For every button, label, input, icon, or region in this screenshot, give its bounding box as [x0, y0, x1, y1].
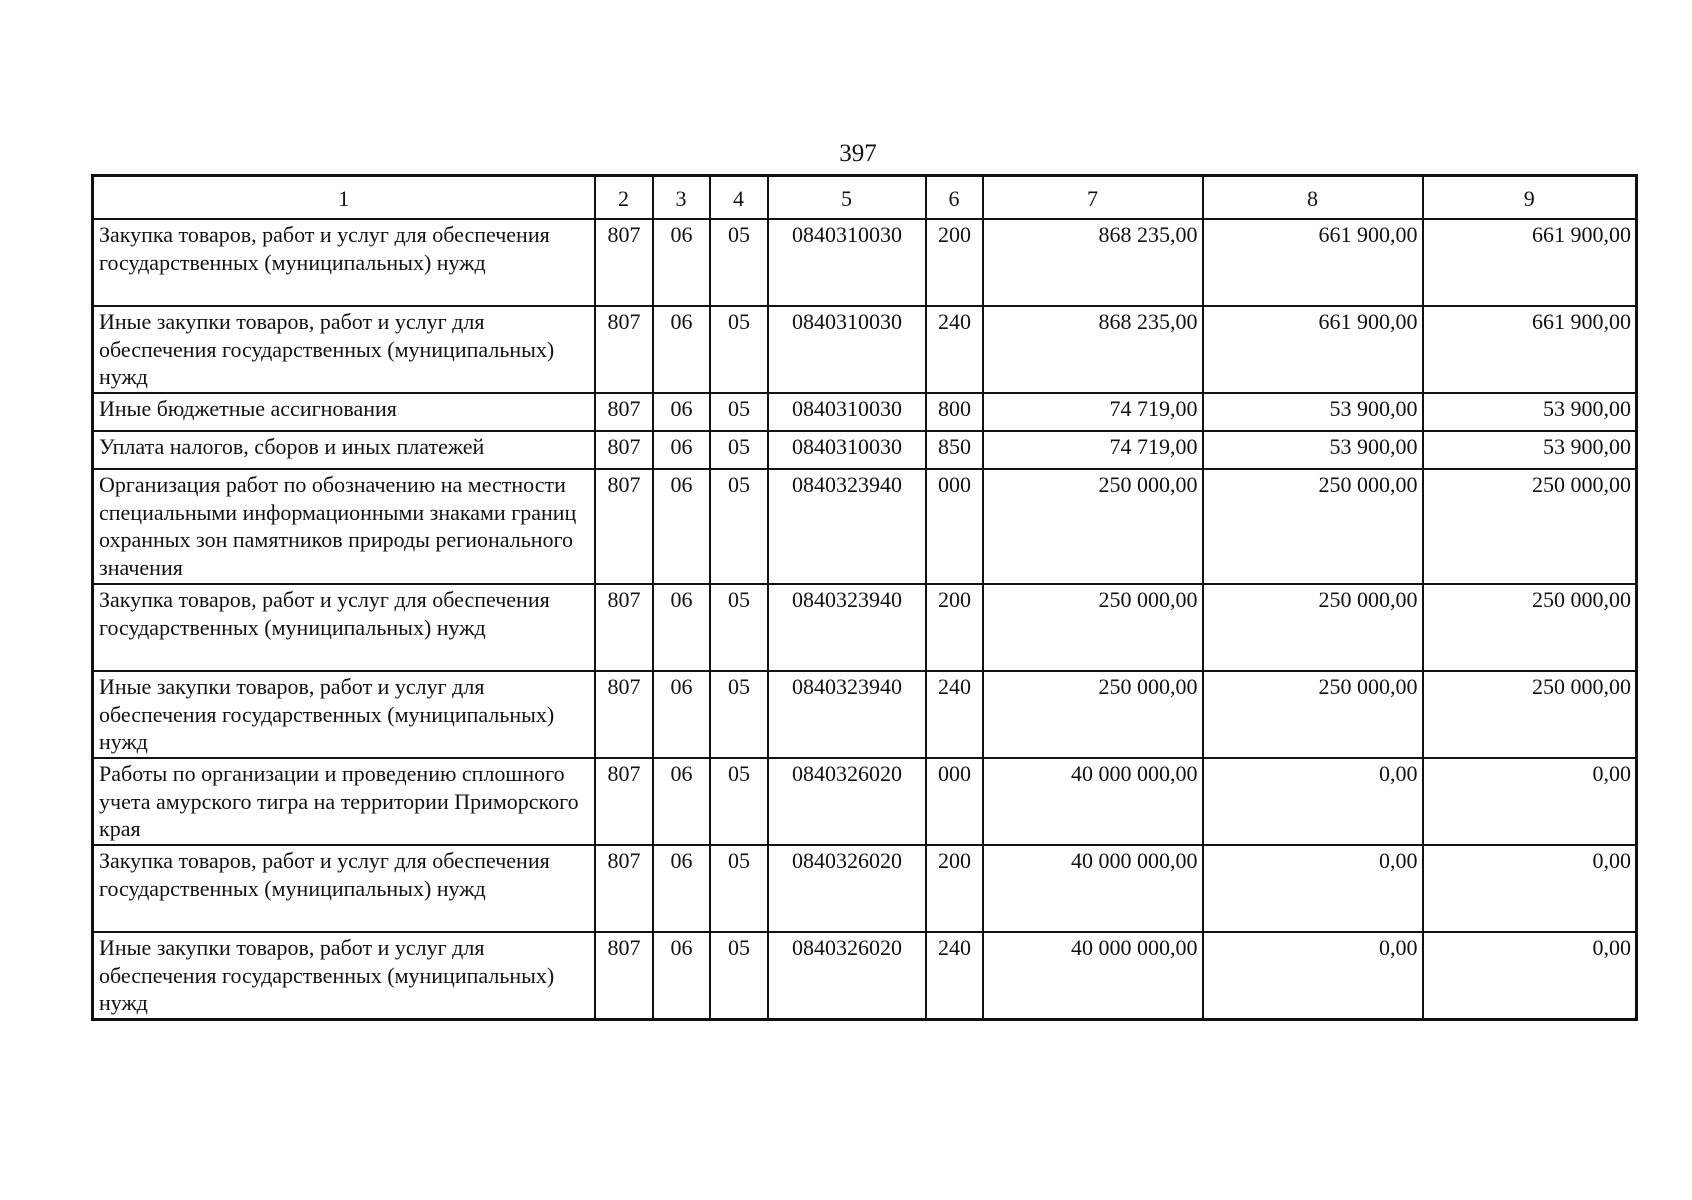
amount-col-7: 74 719,00	[983, 393, 1203, 431]
admin-code: 807	[595, 845, 653, 932]
admin-code: 807	[595, 469, 653, 584]
subsection-code: 05	[710, 758, 768, 845]
admin-code: 807	[595, 219, 653, 306]
table-row	[93, 469, 1637, 584]
row-description: Иные закупки товаров, работ и услуг для обеспечения государственных (муниципальных) нужд	[93, 306, 595, 393]
section-code: 06	[653, 845, 710, 932]
subsection-code: 05	[710, 584, 768, 671]
amount-col-8: 0,00	[1203, 758, 1423, 845]
subsection-code: 05	[710, 431, 768, 469]
table-row	[93, 431, 1637, 469]
expense-type-code: 000	[926, 469, 983, 584]
section-code: 06	[653, 932, 710, 1019]
expense-type-code: 240	[926, 671, 983, 758]
expense-type-code: 800	[926, 393, 983, 431]
row-description: Уплата налогов, сборов и иных платежей	[93, 431, 595, 469]
target-item-code: 0840310030	[768, 431, 926, 469]
expense-type-code: 200	[926, 219, 983, 306]
section-code: 06	[653, 469, 710, 584]
amount-col-7: 40 000 000,00	[983, 845, 1203, 932]
amount-col-9: 0,00	[1423, 758, 1637, 845]
header-cell: 7	[983, 176, 1203, 220]
row-description: Организация работ по обозначению на местности специальными информационными знаками границ охранных зон памятников природы регионального значения	[93, 469, 595, 584]
table-row	[93, 932, 1637, 1019]
header-cell: 8	[1203, 176, 1423, 220]
table-row	[93, 219, 1637, 306]
expense-type-code: 240	[926, 932, 983, 1019]
target-item-code: 0840310030	[768, 393, 926, 431]
amount-col-7: 74 719,00	[983, 431, 1203, 469]
row-description: Закупка товаров, работ и услуг для обеспечения государственных (муниципальных) нужд	[93, 219, 595, 306]
amount-col-7: 40 000 000,00	[983, 758, 1203, 845]
budget-table	[91, 174, 1638, 1021]
target-item-code: 0840326020	[768, 932, 926, 1019]
target-item-code: 0840310030	[768, 219, 926, 306]
expense-type-code: 850	[926, 431, 983, 469]
page-number: 397	[839, 140, 877, 167]
amount-col-9: 250 000,00	[1423, 469, 1637, 584]
admin-code: 807	[595, 932, 653, 1019]
amount-col-7: 868 235,00	[983, 306, 1203, 393]
section-code: 06	[653, 758, 710, 845]
row-description: Иные закупки товаров, работ и услуг для обеспечения государственных (муниципальных) нужд	[93, 671, 595, 758]
target-item-code: 0840310030	[768, 306, 926, 393]
amount-col-7: 40 000 000,00	[983, 932, 1203, 1019]
subsection-code: 05	[710, 469, 768, 584]
header-cell: 4	[710, 176, 768, 220]
admin-code: 807	[595, 393, 653, 431]
subsection-code: 05	[710, 932, 768, 1019]
amount-col-8: 0,00	[1203, 845, 1423, 932]
table-row	[93, 671, 1637, 758]
header-cell: 1	[93, 176, 595, 220]
header-cell: 9	[1423, 176, 1637, 220]
table-row	[93, 758, 1637, 845]
admin-code: 807	[595, 431, 653, 469]
amount-col-9: 53 900,00	[1423, 393, 1637, 431]
subsection-code: 05	[710, 671, 768, 758]
target-item-code: 0840326020	[768, 758, 926, 845]
amount-col-8: 53 900,00	[1203, 431, 1423, 469]
expense-type-code: 000	[926, 758, 983, 845]
header-cell: 3	[653, 176, 710, 220]
subsection-code: 05	[710, 845, 768, 932]
header-cell: 2	[595, 176, 653, 220]
table-row	[93, 584, 1637, 671]
subsection-code: 05	[710, 306, 768, 393]
amount-col-8: 53 900,00	[1203, 393, 1423, 431]
amount-col-8: 250 000,00	[1203, 469, 1423, 584]
amount-col-9: 53 900,00	[1423, 431, 1637, 469]
amount-col-9: 250 000,00	[1423, 584, 1637, 671]
amount-col-9: 250 000,00	[1423, 671, 1637, 758]
amount-col-7: 250 000,00	[983, 469, 1203, 584]
section-code: 06	[653, 306, 710, 393]
amount-col-9: 661 900,00	[1423, 306, 1637, 393]
row-description: Работы по организации и проведению сплошного учета амурского тигра на территории Приморского края	[93, 758, 595, 845]
row-description: Иные бюджетные ассигнования	[93, 393, 595, 431]
row-description: Закупка товаров, работ и услуг для обеспечения государственных (муниципальных) нужд	[93, 584, 595, 671]
admin-code: 807	[595, 758, 653, 845]
expense-type-code: 240	[926, 306, 983, 393]
subsection-code: 05	[710, 219, 768, 306]
amount-col-9: 661 900,00	[1423, 219, 1637, 306]
section-code: 06	[653, 393, 710, 431]
section-code: 06	[653, 584, 710, 671]
table-row	[93, 393, 1637, 431]
section-code: 06	[653, 431, 710, 469]
amount-col-8: 661 900,00	[1203, 219, 1423, 306]
section-code: 06	[653, 671, 710, 758]
table-row	[93, 306, 1637, 393]
header-row	[93, 176, 1637, 220]
amount-col-9: 0,00	[1423, 932, 1637, 1019]
header-cell: 6	[926, 176, 983, 220]
expense-type-code: 200	[926, 584, 983, 671]
amount-col-7: 250 000,00	[983, 584, 1203, 671]
section-code: 06	[653, 219, 710, 306]
row-description: Закупка товаров, работ и услуг для обеспечения государственных (муниципальных) нужд	[93, 845, 595, 932]
amount-col-8: 250 000,00	[1203, 671, 1423, 758]
admin-code: 807	[595, 306, 653, 393]
amount-col-8: 661 900,00	[1203, 306, 1423, 393]
header-cell: 5	[768, 176, 926, 220]
amount-col-7: 868 235,00	[983, 219, 1203, 306]
table-row	[93, 845, 1637, 932]
admin-code: 807	[595, 584, 653, 671]
expense-type-code: 200	[926, 845, 983, 932]
target-item-code: 0840326020	[768, 845, 926, 932]
target-item-code: 0840323940	[768, 584, 926, 671]
amount-col-9: 0,00	[1423, 845, 1637, 932]
table-body	[93, 219, 1637, 1019]
amount-col-8: 0,00	[1203, 932, 1423, 1019]
row-description: Иные закупки товаров, работ и услуг для обеспечения государственных (муниципальных) нужд	[93, 932, 595, 1019]
target-item-code: 0840323940	[768, 469, 926, 584]
amount-col-7: 250 000,00	[983, 671, 1203, 758]
subsection-code: 05	[710, 393, 768, 431]
admin-code: 807	[595, 671, 653, 758]
target-item-code: 0840323940	[768, 671, 926, 758]
amount-col-8: 250 000,00	[1203, 584, 1423, 671]
